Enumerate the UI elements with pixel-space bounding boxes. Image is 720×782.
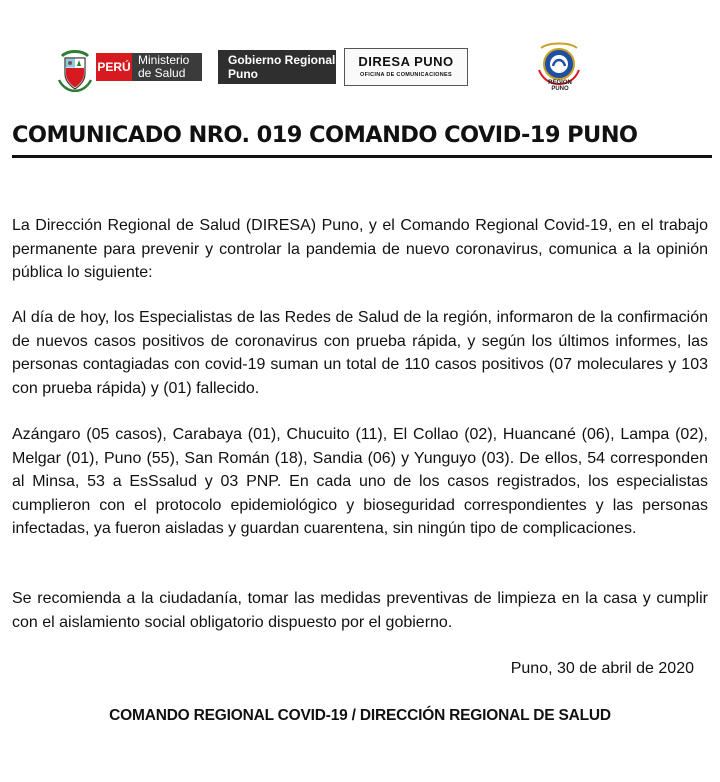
paragraph-recommendation: Se recomienda a la ciudadanía, tomar las medidas preventivas de limpieza en la casa y cumplir con el aislamiento social obligatorio dispuesto por el gobierno. [12, 590, 708, 631]
paragraph-cases-summary: Al día de hoy, los Especialistas de las Redes de Salud de la región, informaron de la confirmación de nuevos casos positivos de coronavirus con prueba rápida, y según los últimos informes, las personas contagiadas con covid-19 suman un total de 110 casos positivos (07 moleculares y 103 con prueba rápida) y (01) fallecido. [12, 309, 708, 397]
paragraph-cases-by-province: Azángaro (05 casos), Carabaya (01), Chucuito (11), El Collao (02), Huancané (06), Lampa (02), Melgar (01), Puno (55), San Román (18), Sandia (06) y Yunguyo (03). De ellos, 54 corresponden al Minsa, 53 a EsSsalud y 03 PNP. En cada uno de los casos registrados, los especialistas cumplieron con el protocolo epidemiológico y bioseguridad correspondientes y las personas infectadas, ya fueron aisladas y guardan cuarentena, sin ningún tipo de complicaciones. [12, 426, 708, 537]
regional-line1: Gobierno Regional [228, 53, 336, 67]
document-footer: COMANDO REGIONAL COVID-19 / DIRECCIÓN REGIONAL DE SALUD [109, 707, 611, 724]
peru-coat-of-arms-icon [58, 50, 92, 92]
document-title: COMUNICADO NRO. 019 COMANDO COVID-19 PUNO [12, 122, 638, 148]
emblem-label: REGION PUNO [548, 80, 572, 92]
title-divider [12, 155, 712, 158]
diresa-badge [344, 48, 468, 86]
paragraph-intro: La Dirección Regional de Salud (DIRESA) Puno, y el Comando Regional Covid-19, en el trabajo permanente para prevenir y controlar la pandemia de nuevo coronavirus, comunica a la opinión pública lo siguiente: [12, 217, 708, 281]
ministry-line2: de Salud [138, 66, 186, 80]
ministry-line1: Ministerio [138, 53, 190, 67]
regional-line2: Puno [228, 67, 258, 81]
diresa-title: DIRESA PUNO [358, 54, 454, 69]
header-logos [0, 0, 720, 110]
diresa-subtitle: OFICINA DE COMUNICACIONES [360, 72, 452, 78]
ministry-badge [132, 53, 202, 81]
document-date: Puno, 30 de abril de 2020 [510, 660, 694, 677]
regional-government-badge [218, 50, 336, 84]
peru-badge: PERÚ [96, 53, 132, 81]
